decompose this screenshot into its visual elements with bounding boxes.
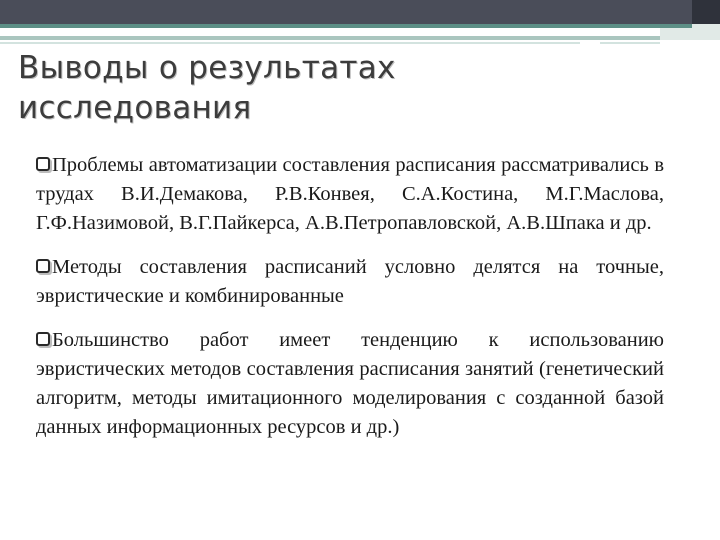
- bullet-item: [36, 253, 664, 311]
- accent-line-tertiary-right: [600, 42, 660, 44]
- accent-line: [0, 24, 692, 28]
- bullet-text: Большинство работ имеет тенденцию к использованию эвристических методов составления расписания занятий (генетический алгоритм, методы имитационного моделирования с созданной базой данных информационных ресурсов и др.): [36, 329, 664, 438]
- slide-title: Выводы о результатах исследования: [18, 50, 396, 126]
- checkbox-bullet-icon: [36, 332, 50, 346]
- bullet-text: Методы составления расписаний условно делятся на точные, эвристические и комбинированные: [36, 256, 664, 307]
- bullet-item: [36, 326, 664, 442]
- accent-line-secondary: [0, 36, 660, 40]
- accent-line-tertiary: [0, 42, 580, 44]
- header-bar: [0, 0, 720, 24]
- checkbox-bullet-icon: [36, 259, 50, 273]
- checkbox-bullet-icon: [36, 157, 50, 171]
- slide-content: [36, 151, 664, 457]
- bullet-item: [36, 151, 664, 238]
- bullet-text: Проблемы автоматизации составления расписания рассматривались в трудах В.И.Демакова, Р.В.Конвея, С.А.Костина, М.Г.Маслова, Г.Ф.Назимовой, В.Г.Пайкерса, А.В.Петропавловской, А.В.Шпака и др.: [36, 154, 664, 234]
